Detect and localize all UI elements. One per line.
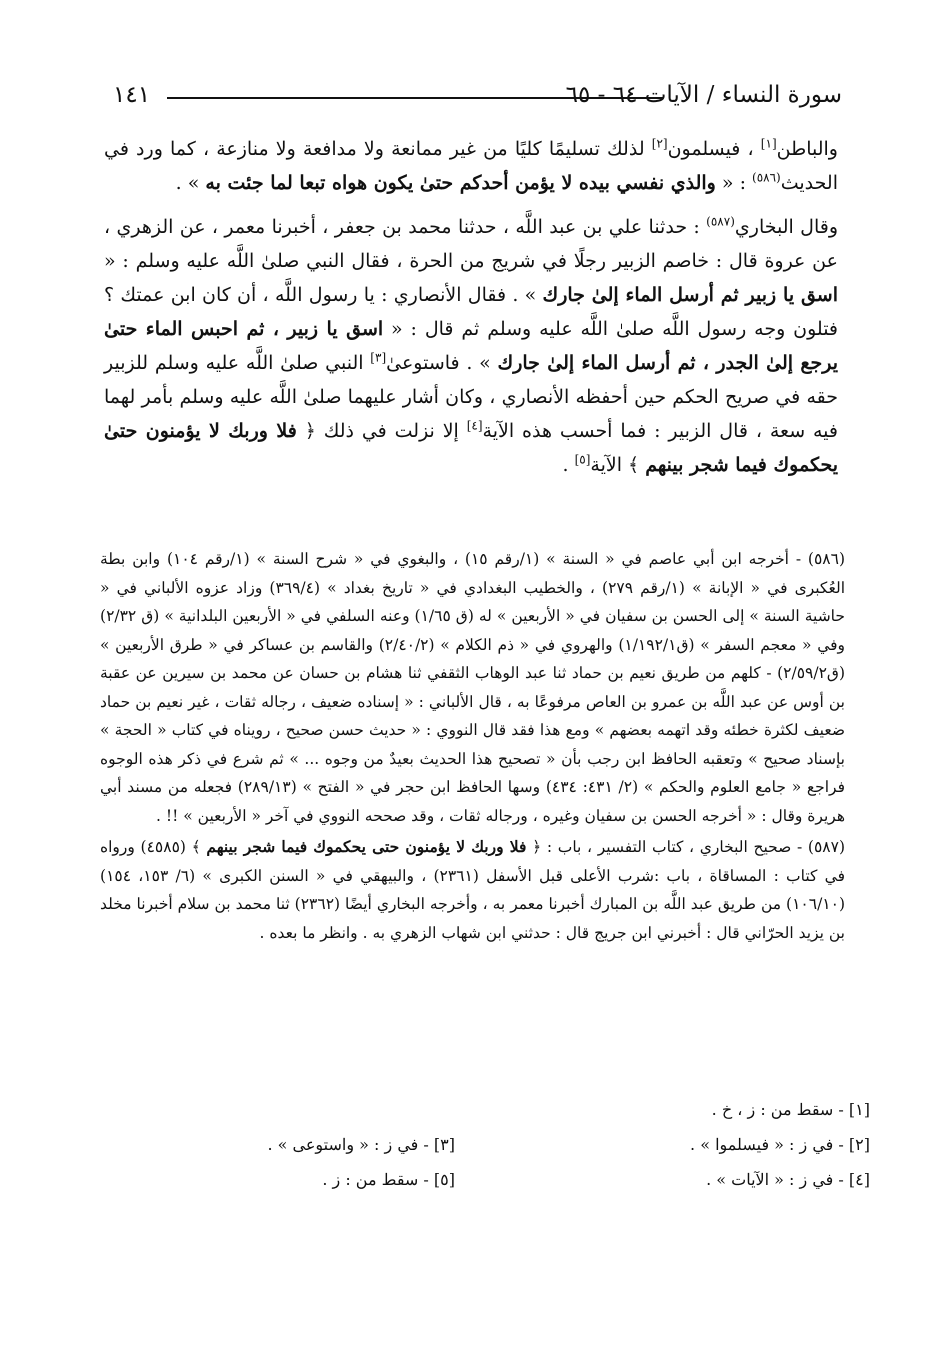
paragraph-1: [104, 132, 838, 200]
editorial-note-4: [706, 1162, 870, 1197]
text-run: (٥٨٧) - صحيح البخاري ، كتاب التفسير ، باب : ﴿: [526, 838, 846, 856]
page-header: [105, 82, 842, 122]
text-run: ﴾ الآية: [590, 454, 646, 476]
running-title: سورة النساء / الآيات ٦٤ - ٦٥: [565, 82, 842, 108]
text-run: : «: [715, 172, 753, 194]
page-number: ١٤١: [113, 82, 151, 108]
text-run: النبي صلىٰ اللَّه عليه وسلم للزبير حقه في صريح الحكم حين أحفظه الأنصاري ، وكان أشار عليهما صلىٰ اللَّه عليه وسلم بأمر لهما فيه سعة ، قال الزبير : فما أحسب هذه الآية: [104, 352, 838, 442]
footnote-587: [100, 833, 845, 947]
note-ref-2: [٢]: [651, 136, 668, 151]
text-run: : حدثنا علي بن عبد اللَّه ، حدثنا محمد بن جعفر ، أخبرنا معمر ، عن الزهري ، عن عروة قال : خاصم الزبير رجلًا في شريج من الحرة ، فقال النبي صلىٰ اللَّه عليه وسلم : «: [104, 216, 838, 272]
header-rule: [167, 97, 663, 99]
note-text: سقط من : ز ، خ .: [711, 1100, 834, 1119]
text-run: لذلك تسليمًا كليًا من غير ممانعة ولا مدافعة ولا منازعة ، كما ورد في الحديث: [104, 138, 838, 194]
text-run: » . فاستوعىٰ: [386, 352, 498, 374]
text-run: .: [562, 454, 575, 476]
editorial-note-2: [690, 1127, 870, 1162]
footnotes: [100, 545, 845, 950]
editorial-note-5: [322, 1162, 455, 1197]
editorial-row: [100, 1092, 870, 1127]
main-text: [104, 132, 838, 492]
note-text: في ز : « فيسلموا » .: [690, 1135, 834, 1154]
quran-verse: فلا وربك لا يؤمنون حتىٰ يحكموك فيما شجر بينهم: [104, 420, 838, 476]
footnote-586: (٥٨٦) - أخرجه ابن أبي عاصم في « السنة » (١/رقم ١٥) ، والبغوي في « شرح السنة » (١/رقم ١٠٤) وابن بطة العُكبرى في « الإبانة » (١/رقم ٢٧٩) ، والخطيب البغدادي في « تاريخ بغداد » (٣٦٩/٤) وزاد عزوه الألباني في « حاشية السنة » إلى الحسن بن سفيان في « الأربعين » له (ق ١/٦٥) وعنه السلفي في « الأربعين البلدانية » (ق ٢/٣٢) وفي « معجم السفر » (ق١/١٩٢/١) والهروي في « ذم الكلام » (٢/٤٠/٢) والقاسم بن عساكر في « طرق الأربعين » (ق٢/٥٩/٢) - كلهم من طريق نعيم بن حماد ثنا عبد الوهاب الثقفي ثنا هشام بن حسان عن محمد بن سيرين عن عقبة بن أوس عن عبد اللَّه بن عمرو بن العاص مرفوعًا به ، قال الألباني : « إسناده ضعيف ، رجاله ثقات ، غير نعيم بن حماد ضعيف لكثرة خطئه وقد اتهمه بعضهم » ومع هذا فقد قال النووي : « حديث حسن صحيح ، رويناه في كتاب « الحجة » بإسناد صحيح » وتعقبه الحافظ ابن رجب بأن « تصحيح هذا الحديث بعيدٌ من وجوه ... » ثم شرع في ذكر هذه الوجوه فراجع « جامع العلوم والحكم » (٢/ ٤٣١: ٤٣٤) وسها الحافظ ابن حجر في « الفتح » (٢٨٩/١٣) فجعله من مسند أبي هريرة وقال : « أخرجه الحسن بن سفيان وغيره ، ورجاله ثقات ، وقد صححه النووي في آخر « الأربعين » !! .: [100, 550, 846, 825]
text-run: ، فيسلمون: [667, 138, 761, 160]
note-marker: [٤] -: [838, 1170, 870, 1189]
hadith-quote-2: اسق يا زبير ، ثم احبس الماء حتىٰ يرجع إلىٰ الجدر ، ثم أرسل الماء إلىٰ جارك: [104, 318, 839, 374]
editorial-notes: [100, 1092, 870, 1197]
hadith-text: والذي نفسي بيده لا يؤمن أحدكم حتىٰ يكون هواه تبعا لما جئت به: [205, 172, 716, 194]
note-marker: [٥] -: [423, 1170, 455, 1189]
paragraph-2: [104, 210, 838, 482]
note-marker: [٢] -: [838, 1135, 870, 1154]
text-run: » . فقال الأنصاري : يا رسول اللَّه ، أن كان ابن عمتك ؟ فتلون وجه رسول اللَّه صلىٰ اللَّه عليه وسلم ثم قال : «: [104, 284, 839, 340]
note-ref-3: [٣]: [370, 350, 387, 365]
text-run: » .: [175, 172, 206, 194]
note-marker: [١] -: [838, 1100, 870, 1119]
text-run: والباطن: [776, 138, 838, 160]
quran-verse: فلا وربك لا يؤمنون حتى يحكموك فيما شجر بينهم: [206, 837, 527, 856]
note-ref-4: [٤]: [466, 418, 483, 433]
note-text: سقط من : ز .: [322, 1170, 419, 1189]
text-run: ﴾ (٤٥٨٥) ورواه في كتاب : المساقاة ، باب :شرب الأعلى قبل الأسفل (٢٣٦١) ، والبيهقي في « السنن الكبرى » (٦/ ١٥٣، ١٥٤) (١٠٦/١٠) من طريق عبد اللَّه بن المبارك أخبرنا معمر به ، وأخرجه البخاري أيضًا (٢٣٦٢) ثنا محمد بن سلام أخبرنا مخلد بن يزيد الحرّاني قال : أخبرني ابن جريج قال : حدثني ابن شهاب الزهري به . وانظر ما بعده .: [100, 838, 846, 942]
editorial-row: [100, 1162, 870, 1197]
text-run: إلا نزلت في ذلك ﴿: [296, 420, 467, 442]
editorial-note-3: [267, 1127, 455, 1162]
hadith-quote-1: اسق يا زبير ثم أرسل الماء إلىٰ جارك: [542, 284, 838, 306]
note-marker: [٣] -: [423, 1135, 455, 1154]
text-run: وقال البخاري: [734, 216, 838, 238]
note-ref-1: [١]: [760, 136, 777, 151]
footnote-ref-587: (٥٨٧): [706, 214, 735, 229]
editorial-row: [100, 1127, 870, 1162]
note-text: في ز : « الآيات » .: [706, 1170, 834, 1189]
footnote-ref-586: (٥٨٦): [752, 170, 781, 185]
note-text: في ز : « واستوعى » .: [267, 1135, 419, 1154]
note-ref-5: [٥]: [574, 452, 591, 467]
editorial-note-1: [712, 1092, 870, 1127]
